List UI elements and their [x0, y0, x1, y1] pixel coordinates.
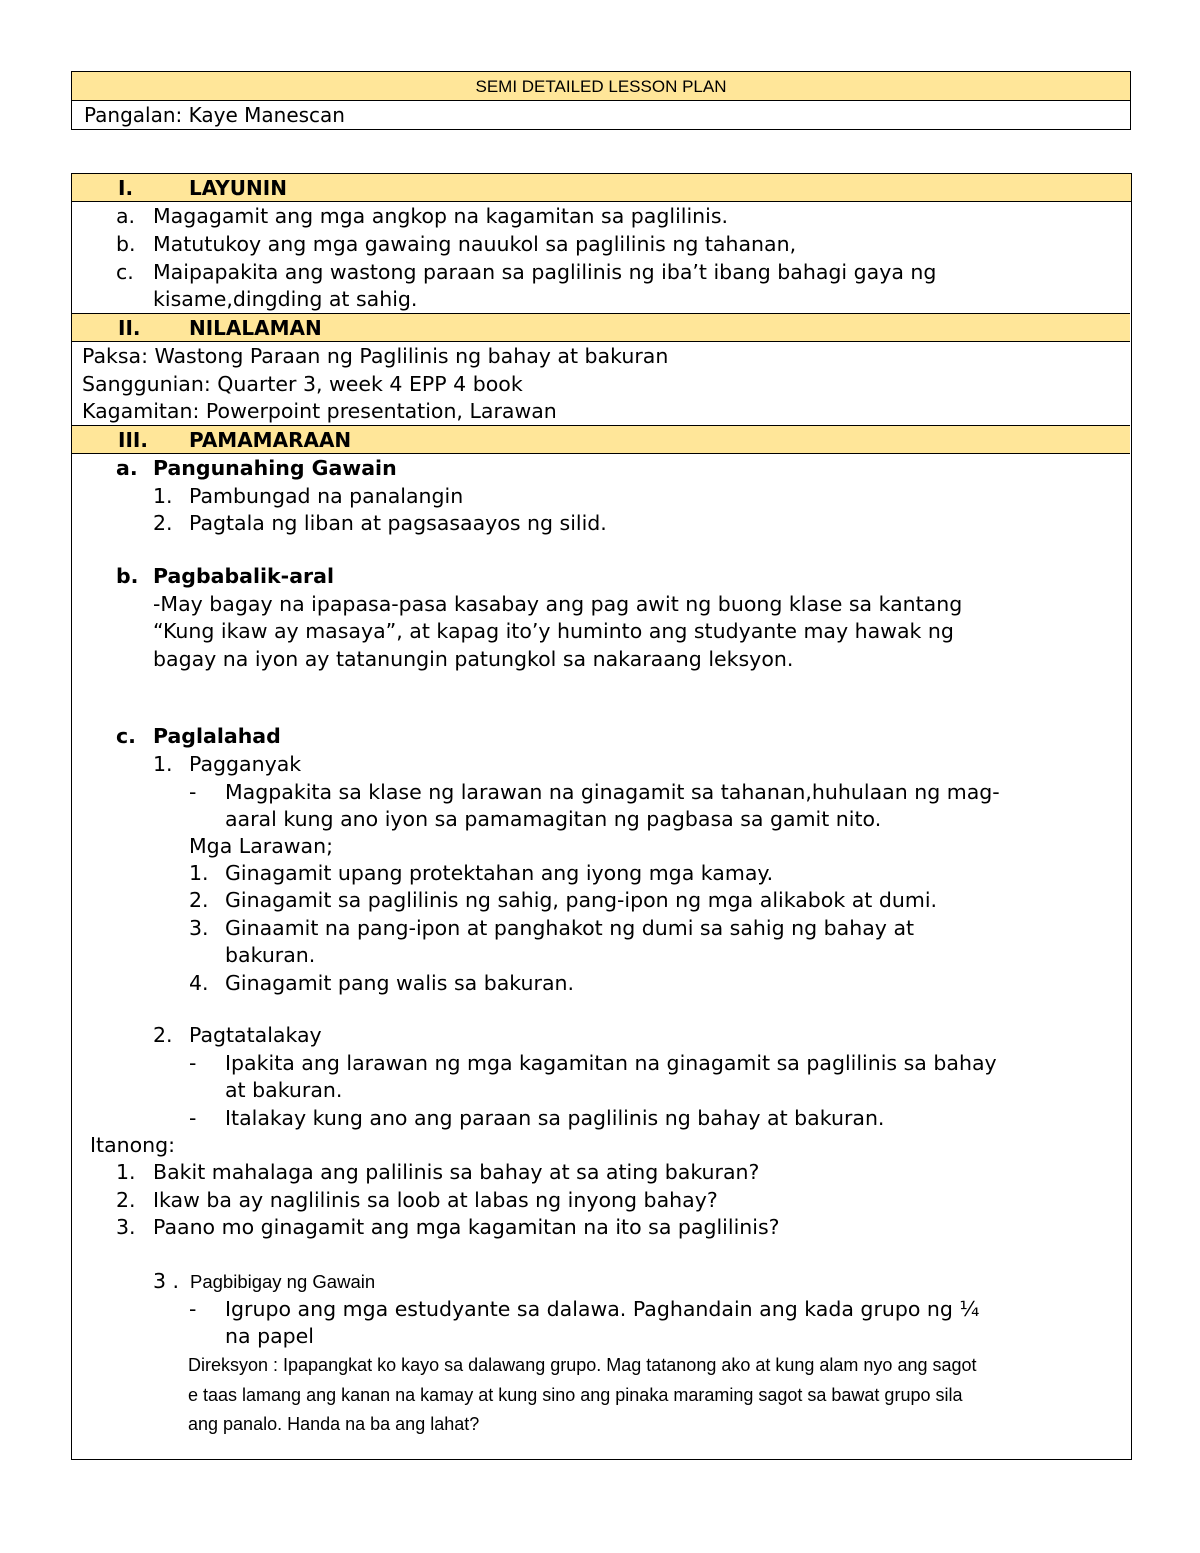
bullet-marker: - [189, 780, 197, 804]
bullet-text-continued: at bakuran. [225, 1078, 343, 1102]
objective-item: Magagamit ang mga angkop na kagamitan sa paglilinis. [153, 204, 729, 228]
list-marker: 3. [116, 1215, 136, 1239]
mga-larawan-label: Mga Larawan; [189, 834, 333, 858]
question-item: Ikaw ba ay naglilinis sa loob at labas ng inyong bahay? [153, 1188, 718, 1212]
bullet-text: Italakay kung ano ang paraan sa paglilinis ng bahay at bakuran. [225, 1106, 885, 1130]
list-item: Ginaamit na pang-ipon at panghakot ng dumi sa sahig ng bahay at [225, 916, 915, 940]
bullet-text: na papel [225, 1324, 314, 1348]
list-marker: 2. [116, 1188, 136, 1212]
list-item: Pambungad na panalangin [189, 484, 464, 508]
question-item: Bakit mahalaga ang palilinis sa bahay at sa ating bakuran? [153, 1160, 760, 1184]
list-marker: 2. [153, 1023, 173, 1047]
list-marker: 4. [189, 971, 209, 995]
section-title: NILALAMAN [189, 316, 322, 340]
list-marker: 3. [189, 916, 209, 940]
name-line: Pangalan: Kaye Manescan [84, 103, 345, 127]
document-title: SEMI DETAILED LESSON PLAN [72, 72, 1130, 101]
section-header-nilalaman [72, 313, 1130, 342]
direksyon-line: Direksyon : Ipapangkat ko kayo sa dalawang grupo. Mag tatanong ako at kung alam nyo ang sagot [188, 1355, 977, 1375]
list-marker: c. [116, 260, 134, 284]
header-box [71, 71, 1131, 130]
list-item: Ginagamit sa paglilinis ng sahig, pang-ipon ng mga alikabok at dumi. [225, 888, 938, 912]
objective-item-continued: kisame,dingding at sahig. [153, 287, 418, 311]
list-marker: b. [116, 564, 139, 588]
list-marker: 2. [153, 511, 173, 535]
bullet-text: Magpakita sa klase ng larawan na ginagamit sa tahanan,huhulaan ng mag- [225, 780, 1000, 804]
subsection-title: Paglalahad [153, 724, 281, 748]
bullet-text: Ipakita ang larawan ng mga kagamitan na ginagamit sa paglilinis sa bahay [225, 1051, 997, 1075]
section-number: II. [118, 316, 141, 340]
objective-item: Maipapakita ang wastong paraan sa paglilinis ng iba’t ibang bahagi gaya ng [153, 260, 937, 284]
question-item: Paano mo ginagamit ang mga kagamitan na ito sa paglilinis? [153, 1215, 780, 1239]
paragraph-line: bagay na iyon ay tatanungin patungkol sa nakaraang leksyon. [153, 647, 794, 671]
bullet-marker: - [189, 1297, 197, 1321]
list-marker: 1. [116, 1160, 136, 1184]
list-marker: 1. [153, 752, 173, 776]
list-item: Pagtala ng liban at pagsasaayos ng silid. [189, 511, 607, 535]
nilalaman-paksa: Paksa: Wastong Paraan ng Paglilinis ng bahay at bakuran [82, 344, 669, 368]
list-item: Pagganyak [189, 752, 302, 776]
bullet-text: aaral kung ano iyon sa pamamagitan ng pagbasa sa gamit nito. [225, 807, 882, 831]
section-header-pamamaraan [72, 425, 1130, 454]
direksyon-line: ang panalo. Handa na ba ang lahat? [188, 1414, 480, 1434]
list-marker: 2. [189, 888, 209, 912]
section-title: PAMAMARAAN [189, 428, 352, 452]
list-marker: a. [116, 456, 138, 480]
section-number: III. [118, 428, 148, 452]
section-header-layunin [72, 174, 1131, 202]
list-item: Ginagamit upang protektahan ang iyong mga kamay. [225, 861, 774, 885]
subsection-title: Pagbabalik-aral [153, 564, 334, 588]
list-marker: b. [116, 232, 136, 256]
list-marker: 1. [189, 861, 209, 885]
list-item: Pagtatalakay [189, 1023, 322, 1047]
list-item: Pagbibigay ng Gawain [190, 1271, 376, 1292]
bullet-marker: - [189, 1051, 197, 1075]
bullet-marker: - [189, 1106, 197, 1130]
paragraph-line: “Kung ikaw ay masaya”, at kapag ito’y huminto ang studyante may hawak ng [153, 619, 954, 643]
list-item-continued: bakuran. [225, 943, 316, 967]
subsection-title: Pangunahing Gawain [153, 456, 397, 480]
section-number: I. [118, 176, 134, 200]
itanong-label: Itanong: [90, 1133, 176, 1157]
nilalaman-kagamitan: Kagamitan: Powerpoint presentation, Larawan [82, 399, 557, 423]
list-item: Ginagamit pang walis sa bakuran. [225, 971, 575, 995]
paragraph-line: -May bagay na ipapasa-pasa kasabay ang pag awit ng buong klase sa kantang [153, 592, 963, 616]
direksyon-line: e taas lamang ang kanan na kamay at kung sino ang pinaka maraming sagot sa bawat grupo sila [188, 1385, 963, 1405]
list-marker: a. [116, 204, 136, 228]
objective-item: Matutukoy ang mga gawaing nauukol sa paglilinis ng tahanan, [153, 232, 797, 256]
list-marker: 1. [153, 484, 173, 508]
list-marker: c. [116, 724, 136, 748]
nilalaman-sanggunian: Sanggunian: Quarter 3, week 4 EPP 4 book [82, 372, 523, 396]
section-title: LAYUNIN [189, 176, 287, 200]
bullet-text: Igrupo ang mga estudyante sa dalawa. Paghandain ang kada grupo ng ¼ [225, 1297, 980, 1321]
list-marker: 3 . [153, 1269, 180, 1293]
